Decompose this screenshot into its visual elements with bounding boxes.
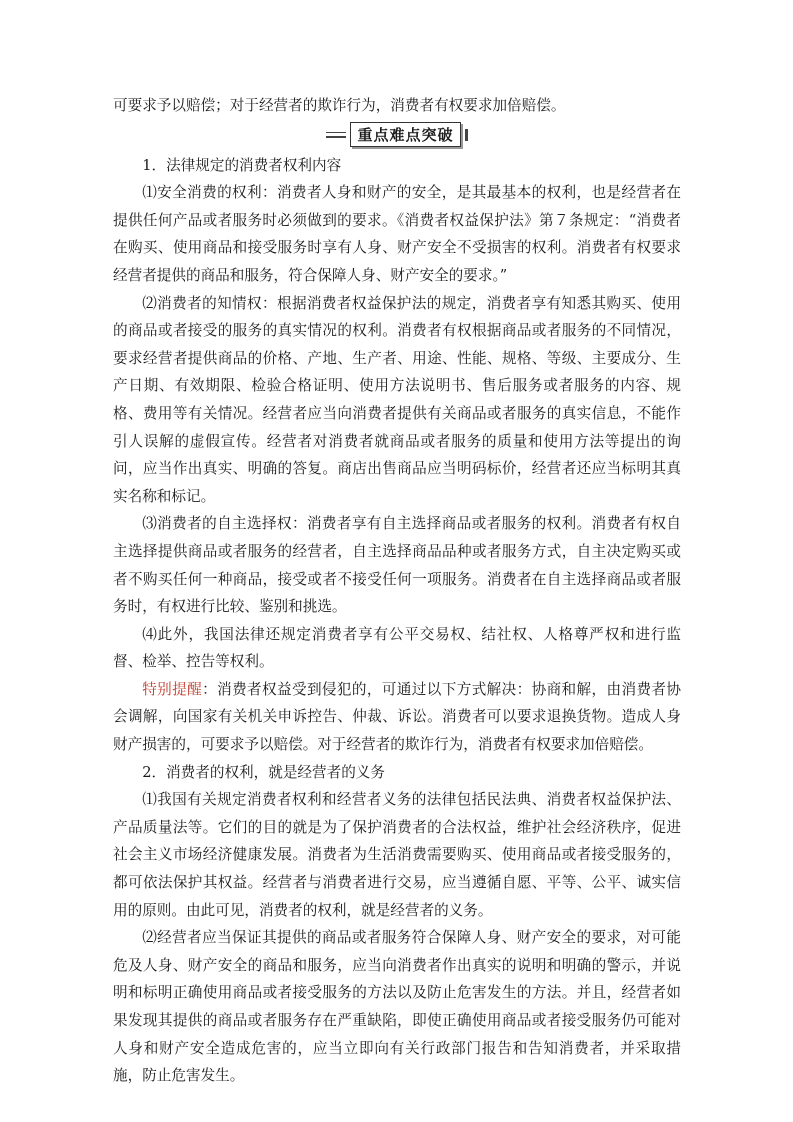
- special-reminder-label: 特别提醒: [142, 680, 203, 698]
- heading-left-decoration-icon: [326, 132, 346, 138]
- item-1-title: 1．法律规定的消费者权利内容: [142, 156, 342, 174]
- item-2-title: 2．消费者的权利，就是经营者的义务: [142, 763, 385, 781]
- special-reminder-text: ：消费者权益受到侵犯的，可通过以下方式解决：协商和解，由消费者协会调解，向国家有关机关申诉控告、仲裁、诉讼。消费者可以要求退换货物。造成人身财产损害的，可要求予以赔偿。对于经营者的欺诈行为，消费者有权要求加倍赔偿。: [113, 680, 681, 754]
- paragraph-right-to-know: ⑵消费者的知情权：根据消费者权益保护法的规定，消费者享有知悉其购买、使用的商品或者接受的服务的真实情况的权利。消费者有权根据商品或者服务的不同情况，要求经营者提供商品的价格、产地、生产者、用途、性能、规格、等级、主要成分、生产日期、有效期限、检验合格证明、使用方法说明书、售后服务或者服务的内容、规格、费用等有关情况。经营者应当向消费者提供有关商品或者服务的真实信息，不能作引人误解的虚假宣传。经营者对消费者就商品或者服务的质量和使用方法等提出的询问，应当作出真实、明确的答复。商店出售商品应当明码标价，经营者还应当标明其真实名称和标记。: [113, 294, 681, 505]
- section-heading-title: 重点难点突破: [350, 122, 460, 147]
- section-heading-row: [113, 120, 681, 150]
- paragraph-safety-right: ⑴安全消费的权利：消费者人身和财产的安全，是其最基本的权利，也是经营者在提供任何产品或者服务时必须做到的要求。《消费者权益保护法》第７条规定：“消费者在购买、使用商品和接受服务时享有人身、财产安全不受损害的权利。消费者有权要求经营者提供的商品和服务，符合保障人身、财产安全的要求。”: [113, 184, 681, 284]
- paragraph-right-to-choose: ⑶消费者的自主选择权：消费者享有自主选择商品或者服务的权利。消费者有权自主选择提供商品或者服务的经营者，自主选择商品品种或者服务方式，自主决定购买或者不购买任何一种商品，接受或者不接受任何一项服务。消费者在自主选择商品或者服务时，有权进行比较、鉴别和挑选。: [113, 515, 681, 616]
- paragraph-safety-duty: ⑵经营者应当保证其提供的商品或者服务符合保障人身、财产安全的要求，对可能危及人身、财产安全的商品和服务，应当向消费者作出真实的说明和明确的警示，并说明和标明正确使用商品或者接受服务的方法以及防止危害发生的方法。并且，经营者如果发现其提供的商品或者服务存在严重缺陷，即使正确使用商品或者接受服务仍可能对人身和财产安全造成危害的，应当立即向有关行政部门报告和告知消费者，并采取措施，防止危害发生。: [113, 929, 681, 1085]
- section-heading: [326, 122, 467, 147]
- special-reminder-paragraph: [113, 676, 681, 759]
- paragraph-other-rights: ⑷此外，我国法律还规定消费者享有公平交易权、结社权、人格尊严权和进行监督、检举、控告等权利。: [113, 625, 681, 671]
- paragraph-laws-and-duties: ⑴我国有关规定消费者权利和经营者义务的法律包括民法典、消费者权益保护法、产品质量法等。它们的目的就是为了保护消费者的合法权益，维护社会经济秩序，促进社会主义市场经济健康发展。消费者为生活消费需要购买、使用商品或者接受服务的，都可依法保护其权益。经营者与消费者进行交易，应当遵循自愿、平等、公平、诚实信用的原则。由此可见，消费者的权利，就是经营者的义务。: [113, 791, 681, 919]
- document-page: [113, 92, 681, 1090]
- continued-text-line: 可要求予以赔偿；对于经营者的欺诈行为，消费者有权要求加倍赔偿。: [113, 97, 566, 114]
- heading-right-decoration-icon: [465, 129, 468, 141]
